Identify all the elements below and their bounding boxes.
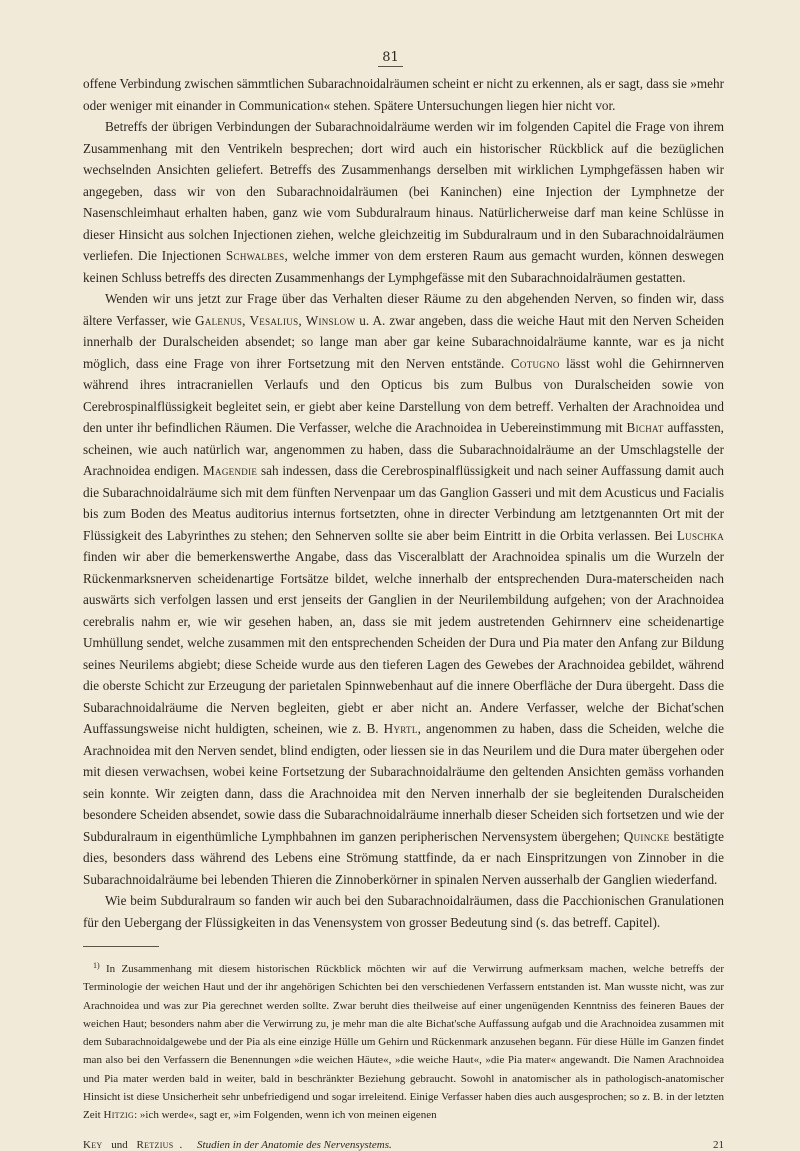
sheet-number: 21 [713,1138,724,1151]
paragraph [83,116,724,288]
text-run: , [242,312,250,328]
text-run: , angenommen zu haben, dass die Scheiden, welche die Arachnoidea mit den Nerven sendet, blind endigten, oder liessen sie in das Neurilem und die Dura mater übergehen oder mit diesen verwachsen, wobei keine Fortsetzung der Subarachnoidalräume den geltenden Ansichten gemäss vorhanden sein konnte. Wir zeigten dann, dass die Arachnoidea mit den Nerven innerhalb der sie begleitenden Duralscheiden besondere Scheiden absendet, sowie dass die Subarachnoidalräume innerhalb dieser Scheiden sich fortsetzen und wie der Subduralraum in eigenthümliche Lymphbahnen im ganzen peripherischen Nervensystem übergehen; [83,721,724,844]
paragraph [83,73,724,116]
footnote-divider [83,946,159,947]
paragraph [83,890,724,933]
paragraph [83,288,724,890]
page-number: 81 [57,50,724,67]
footer-title: Studien in der Anatomie des Nervensystems. [197,1138,392,1151]
text-run: finden wir aber die bemerkenswerthe Angabe, dass das Visceralblatt der Arachnoidea spinalis um die Wurzeln der Rückenmarksnerven scheidenartige Fortsätze bildet, welche innerhalb der entsprechenden Dura-materscheiden nach auswärts sich verfolgen lassen und erst jenseits der Ganglien in der Neurilembildung aufgehen; von der Arachnoidea cerebralis nahm er, wie wir gesehen haben, an, dass sie mit jedem austretenden Gehirnnerv eine scheidenartige Umhüllung sendet, welche zusammen mit den entsprechenden Scheiden der Dura und Pia mater den Anfang zur Bildung seines Neurilems abgiebt; diese Scheide wurde aus den tieferen Lagen des Gewebes der Arachnoidea gebildet, während die oberste Schicht zur Erzeugung der parietalen Spinnwebenhaut auf die innere Oberfläche der Dura übergeht. Dass die Subarachnoidalräume die Nerven begleiten, giebt er aber nicht an. Andere Verfasser, welche der Bichat'schen Auffassungsweise nicht huldigten, scheinen, wie z. B. [83,549,724,736]
author-name: Quincke [623,828,670,844]
footer-left [83,1139,398,1151]
footnote-marker: 1) [93,961,100,970]
text-run: , [298,312,306,328]
author-name: Cotugno [510,355,560,371]
author-name: Vesalius [249,312,299,328]
text-run: sah indessen, dass die Cerebrospinalflüssigkeit und nach seiner Auffassung damit auch die Subarachnoidalräume sich mit dem fünften Nervenpaar um das Ganglion Gasseri und mit dem Acusticus und Facialis bis zum Boden des Meatus auditorius internus fortsetzten, ohne in directer Verbindung am letztgenannten Ort mit der Flüssigkeit des Labyrinthes zu stehen; den Sehnerven sollte sie aber beim Eintritt in die Orbita verlassen. Bei [83,463,724,543]
text-run: : »ich werde«, sagt er, »im Folgenden, wenn ich von meinen eigenen [134,1109,437,1122]
author-name: Magendie [203,463,258,478]
text-run: . [179,1138,183,1151]
author-name: Schwalbes [225,248,285,263]
author-name: Luschka [676,527,724,543]
footer-authors [83,1139,188,1151]
author-name: Bichat [626,420,664,435]
author-name: Winslow [305,312,356,328]
page-footer [83,1139,724,1151]
author-name: Retzius [136,1138,174,1151]
text-run: auffassten, scheinen, wie auch natürlich war, angenommen zu haben, dass die Subarachnoidalräume an der Umschlagstelle der Arachnoidea endigen. [83,420,724,478]
text-run: lässt wohl die Gehirnnerven während ihres intracraniellen Verlaufs und den Opticus bis zum Bulbus von Duralscheiden sowie von Cerebrospinalflüssigkeit begleitet sein, er giebt aber keine Darstellung von dem betreff. Verhalten der Arachnoidea und den unter ihr befindlichen Räumen. Die Verfasser, welche die Arachnoidea in Uebereinstimmung mit [83,355,724,435]
text-run: Wie beim Subduralraum so fanden wir auch bei den Subarachnoidalräumen, dass die Pacchionischen Granulationen für den Uebergang der Flüssigkeiten in das Venensystem von grosser Bedeutung sind (s. das betreff. Capitel). [83,893,724,930]
author-name: Key [83,1138,103,1151]
footnote [83,957,724,1125]
author-name: Hitzig [103,1109,135,1122]
author-name: Galenus [195,312,243,328]
text-run: und [108,1138,131,1151]
main-text [83,73,724,933]
text-run: Betreffs der übrigen Verbindungen der Subarachnoidalräume werden wir im folgenden Capitel die Frage von ihrem Zusammenhang mit den Ventrikeln besprechen; dort wird auch ein historischer Rückblick auf die bezüglichen wechselnden Ansichten geliefert. Betreffs des Zusammenhangs derselben mit wirklichen Lymphgefässen haben wir angegeben, dass wir von den Subarachnoidalräumen (bei Kaninchen) eine Injection der Lymphnetze der Nasenschleimhaut erhalten haben, ganz wie vom Subduralraum hinaus. Natürlicherweise darf man keine Schlüsse in dieser Hinsicht aus solchen Injectionen ziehen, welche gleichzeitig im Subduralraum und in den Subarachnoidalräumen verliefen. Die Injectionen [83,119,724,263]
author-name: Hyrtl [383,721,418,736]
text-run: u. A. zwar angeben, dass die weiche Haut mit den Nerven Scheiden innerhalb der Duralscheiden absendet; so lange man aber gar keine Subarachnoidalräume kannte, war es ja nicht möglich, dass eine Frage von ihrer Fortsetzung mit den Nerven entstände. [83,312,724,371]
text-run: Wenden wir uns jetzt zur Frage über das Verhalten dieser Räume zu den abgehenden Nerven, so finden wir, dass ältere Verfasser, wie [83,291,724,328]
text-run: offene Verbindung zwischen sämmtlichen Subarachnoidalräumen scheint er nicht zu erkennen, als er sagt, dass sie »mehr oder weniger mit einander in Communication« stehen. Spätere Untersuchungen liegen hier nicht vor. [83,76,724,113]
text-run: , welche immer von dem ersteren Raum aus gemacht wurden, können deswegen keinen Schluss betreffs des directen Zusammenhangs der Lymphgefässe mit den Subarachnoidalräumen gestatten. [83,248,724,285]
text-run: bestätigte dies, besonders dass während des Lebens eine Strömung stattfinde, da er nach Einspritzungen von Zinnober in die Subarachnoidalräume bei lebenden Thieren die Zinnoberkörner in spinalen Nerven ausserhalb der Ganglien wiederfand. [83,828,725,887]
footnote-paragraph [83,957,724,1125]
text-run: In Zusammenhang mit diesem historischen Rückblick möchten wir auf die Verwirrung aufmerksam machen, welche betreffs der Terminologie der weichen Haut und der ihr angehörigen Schichten bei den verschiedenen Verfassern entstanden ist. Man wusste nicht, was zur Arachnoidea und was zur Pia gerechnet werden sollte. Zwar beruht dies theilweise auf einer ungenügenden Kenntniss des feineren Baues der weichen Haut; besonders nahm aber die Verwirrung zu, je mehr man die alte Bichat'sche Auffassung aufgab und die Arachnoidea zusammen mit dem Subarachnoidalgewebe und der Pia als eine einzige Hülle um Gehirn und Rückenmark anzusehen begann. Für diese Hülle im Ganzen findet man also bei den Verfassern die Benennungen »die weichen Häute«, »die weiche Haut«, »die Pia mater« angewandt. Die Namen Arachnoidea und Pia mater werden bald in weiter, bald in beschränkter Beziehung gebraucht. Sowohl in anatomischer als in pathologisch-anatomischer Hinsicht ist diese Unsicherheit sehr unbefriedigend und sogar irreleitend. Einige Verfasser haben dies auch ausgesprochen; so z. B. in der letzten Zeit [83,963,724,1122]
